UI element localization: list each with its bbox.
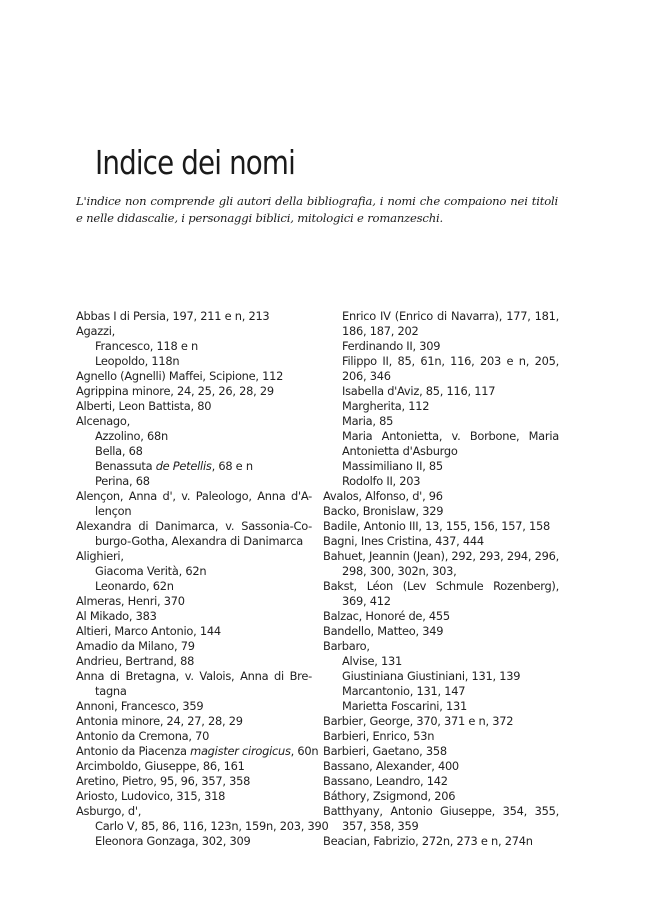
index-subentry: Francesco, 118 e n: [95, 339, 198, 353]
index-entry: Andrieu, Bertrand, 88: [76, 654, 195, 668]
entry-italic-text: de Petellis: [155, 459, 212, 473]
index-subentry: Filippo II, 85, 61n, 116, 203 e n, 205,: [342, 354, 559, 368]
index-entry: Agrippina minore, 24, 25, 26, 28, 29: [76, 384, 274, 398]
index-entry: Báthory, Zsigmond, 206: [323, 789, 456, 803]
index-entry: Abbas I di Persia, 197, 211 e n, 213: [76, 309, 270, 323]
index-subentry: tagna: [95, 684, 127, 698]
index-entry: Alcenago,: [76, 414, 130, 428]
index-entry: Balzac, Honoré de, 455: [323, 609, 450, 623]
index-entry: [76, 744, 319, 759]
index-entry: Aretino, Pietro, 95, 96, 357, 358: [76, 774, 251, 788]
index-subentry: Giacoma Verità, 62n: [95, 564, 207, 578]
index-entry: Batthyany, Antonio Giuseppe, 354, 355,: [323, 804, 559, 818]
index-subentry: Marcantonio, 131, 147: [342, 684, 466, 698]
index-subentry: Ferdinando II, 309: [342, 339, 441, 353]
index-subentry: Margherita, 112: [342, 399, 430, 413]
index-subentry: 369, 412: [342, 594, 391, 608]
index-subentry: Leopoldo, 118n: [95, 354, 180, 368]
index-subentry: 298, 300, 302n, 303,: [342, 564, 457, 578]
intro-note: L'indice non comprende gli autori della bibliografia, i nomi che compaiono nei titoli e nelle didascalie, i personaggi biblici, mitologici e romanzeschi.: [76, 194, 558, 225]
index-subentry: 206, 346: [342, 369, 391, 383]
index-subentry: lençon: [95, 504, 132, 518]
index-subentry: Maria, 85: [342, 414, 394, 428]
index-subentry: Alvise, 131: [342, 654, 403, 668]
index-entry: Ariosto, Ludovico, 315, 318: [76, 789, 226, 803]
entry-text: Benassuta: [95, 459, 156, 473]
index-entry: Barbaro,: [323, 639, 370, 653]
index-subentry: 186, 187, 202: [342, 324, 419, 338]
index-column-right: [323, 309, 559, 849]
entry-text: Antonio da Piacenza: [76, 744, 191, 758]
index-subentry: 357, 358, 359: [342, 819, 419, 833]
index-subentry: Antonietta d'Asburgo: [342, 444, 458, 458]
index-entry: Bahuet, Jeannin (Jean), 292, 293, 294, 296,: [323, 549, 559, 563]
index-column-left: [76, 309, 329, 849]
index-entry: Badile, Antonio III, 13, 155, 156, 157, 158: [323, 519, 551, 533]
index-entry: Barbieri, Gaetano, 358: [323, 744, 447, 758]
index-entry: Antonio da Cremona, 70: [76, 729, 210, 743]
index-subentry: Maria Antonietta, v. Borbone, Maria: [342, 429, 559, 443]
index-subentry: Rodolfo II, 203: [342, 474, 421, 488]
index-subentry: Massimiliano II, 85: [342, 459, 443, 473]
index-entry: Alighieri,: [76, 549, 124, 563]
index-subentry: Enrico IV (Enrico di Navarra), 177, 181,: [342, 309, 559, 323]
index-entry: Alexandra di Danimarca, v. Sassonia-Co-: [76, 519, 312, 533]
index-entry: Antonia minore, 24, 27, 28, 29: [76, 714, 243, 728]
index-subentry: Giustiniana Giustiniani, 131, 139: [342, 669, 521, 683]
index-subentry: Eleonora Gonzaga, 302, 309: [95, 834, 251, 848]
index-subentry: Bella, 68: [95, 444, 143, 458]
index-entry: Bassano, Leandro, 142: [323, 774, 448, 788]
index-subentry: Azzolino, 68n: [95, 429, 168, 443]
index-entry: Amadio da Milano, 79: [76, 639, 195, 653]
index-entry: Altieri, Marco Antonio, 144: [76, 624, 221, 638]
index-subentry: Isabella d'Aviz, 85, 116, 117: [342, 384, 496, 398]
entry-text: , 68 e n: [211, 459, 253, 473]
index-entry: Almeras, Henri, 370: [76, 594, 185, 608]
index-subentry: Leonardo, 62n: [95, 579, 174, 593]
index-entry: Avalos, Alfonso, d', 96: [323, 489, 443, 503]
index-subentry: [76, 459, 312, 474]
index-entry: Agnello (Agnelli) Maffei, Scipione, 112: [76, 369, 284, 383]
index-entry: Bagni, Ines Cristina, 437, 444: [323, 534, 484, 548]
index-entry: Bassano, Alexander, 400: [323, 759, 459, 773]
index-entry: Beacian, Fabrizio, 272n, 273 e n, 274n: [323, 834, 533, 848]
index-entry: Alberti, Leon Battista, 80: [76, 399, 212, 413]
index-subentry: Perina, 68: [95, 474, 150, 488]
entry-italic-text: magister cirogicus: [190, 744, 291, 758]
index-subentry: burgo-Gotha, Alexandra di Danimarca: [95, 534, 303, 548]
index-entry: Anna di Bretagna, v. Valois, Anna di Bre-: [76, 669, 312, 683]
entry-text: , 60n: [290, 744, 319, 758]
page-title: Indice dei nomi: [95, 143, 295, 182]
index-subentry: Carlo V, 85, 86, 116, 123n, 159n, 203, 390: [95, 819, 329, 833]
index-entry: Bandello, Matteo, 349: [323, 624, 444, 638]
index-entry: Alençon, Anna d', v. Paleologo, Anna d'A-: [76, 489, 312, 503]
index-entry: Arcimboldo, Giuseppe, 86, 161: [76, 759, 245, 773]
index-subentry: Marietta Foscarini, 131: [342, 699, 467, 713]
index-entry: Agazzi,: [76, 324, 115, 338]
index-entry: Barbieri, Enrico, 53n: [323, 729, 435, 743]
index-entry: Al Mikado, 383: [76, 609, 157, 623]
index-entry: Barbier, George, 370, 371 e n, 372: [323, 714, 514, 728]
index-entry: Bakst, Léon (Lev Schmule Rozenberg),: [323, 579, 559, 593]
index-entry: Backo, Bronislaw, 329: [323, 504, 444, 518]
index-entry: Annoni, Francesco, 359: [76, 699, 204, 713]
index-entry: Asburgo, d',: [76, 804, 142, 818]
